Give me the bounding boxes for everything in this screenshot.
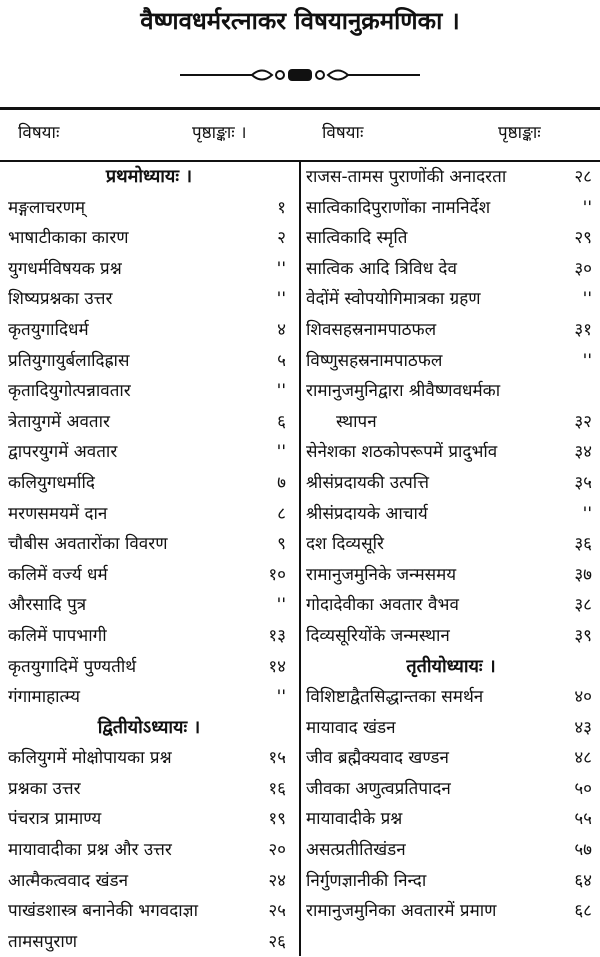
entry-page-number: १५ <box>268 748 286 769</box>
entry-subject: आत्मैकत्ववाद खंडन <box>8 870 129 891</box>
toc-entry <box>8 376 290 407</box>
entry-subject: पंचरात्र प्रामाण्य <box>8 809 102 830</box>
entry-subject: सात्विकादिपुराणोंका नामनिर्देश <box>306 197 491 218</box>
toc-entry <box>8 621 290 652</box>
toc-entry <box>306 162 596 193</box>
chapter-title: द्वितीयोऽध्यायः । <box>97 716 201 738</box>
entry-page-number: ४८ <box>574 748 592 769</box>
entry-subject: मायावादीके प्रश्न <box>306 809 403 830</box>
chapter-title: तृतीयोध्यायः । <box>406 655 496 677</box>
entry-page-number: ४ <box>277 319 286 340</box>
entry-page-number: १० <box>268 564 286 585</box>
entry-subject: तामसपुराण <box>8 931 78 952</box>
left-contents-column <box>8 162 290 957</box>
entry-subject: पाखंडशास्त्र बनानेकी भगवदाज्ञा <box>8 901 198 922</box>
entry-subject: गंगामाहात्म्य <box>8 687 81 708</box>
entry-subject: दश दिव्यसूरि <box>306 534 384 555</box>
toc-entry <box>306 468 596 499</box>
entry-page-number: ४३ <box>574 717 592 738</box>
entry-page-number: ३७ <box>574 564 592 585</box>
entry-page-number: ६४ <box>574 870 592 891</box>
entry-subject: मायावादीका प्रश्न और उत्तर <box>8 840 172 861</box>
ornament-divider <box>180 60 420 90</box>
toc-entry <box>306 407 596 438</box>
toc-entry <box>8 529 290 560</box>
column-divider <box>299 162 301 956</box>
toc-entry <box>306 835 596 866</box>
left-page-header: पृष्ठाङ्काः । <box>192 123 247 143</box>
toc-entry <box>306 315 596 346</box>
entry-page-number: २ <box>277 228 286 249</box>
entry-page-number: ५ <box>277 350 286 371</box>
toc-entry <box>8 254 290 285</box>
toc-entry <box>8 774 290 805</box>
entry-page-number: १६ <box>268 778 286 799</box>
toc-entry <box>8 499 290 530</box>
entry-subject: कृतयुगादिधर्म <box>8 319 89 340</box>
entry-subject: सात्विकादि स्मृति <box>306 228 408 249</box>
entry-page-number: '' <box>582 197 592 218</box>
entry-subject: शिवसहस्रनामपाठफल <box>306 319 437 340</box>
entry-subject: औरसादि पुत्र <box>8 595 87 616</box>
toc-entry <box>306 223 596 254</box>
entry-page-number: २४ <box>268 870 286 891</box>
entry-page-number: ३५ <box>574 472 592 493</box>
toc-entry <box>8 652 290 683</box>
entry-subject: जीव ब्रह्मैक्यवाद खण्डन <box>306 748 449 769</box>
toc-entry <box>8 284 290 315</box>
entry-subject: विशिष्टाद्वैतसिद्धान्तका समर्थन <box>306 687 484 708</box>
entry-page-number: २५ <box>268 901 286 922</box>
entry-subject: मङ्गलाचरणम् <box>8 197 86 218</box>
entry-page-number: ३६ <box>574 534 592 555</box>
toc-entry <box>306 346 596 377</box>
entry-subject: रामानुजमुनिके जन्मसमय <box>306 564 457 585</box>
entry-subject: कृतयुगादिमें पुण्यतीर्थ <box>8 656 137 677</box>
chapter-heading <box>8 713 290 744</box>
toc-entry <box>8 315 290 346</box>
entry-page-number: ८ <box>277 503 286 524</box>
toc-entry <box>8 437 290 468</box>
entry-page-number: ५७ <box>574 840 592 861</box>
toc-entry <box>306 682 596 713</box>
toc-entry <box>306 866 596 897</box>
entry-page-number: '' <box>276 289 286 310</box>
right-subject-header: विषयाः <box>322 123 364 143</box>
left-subject-header: विषयाः <box>18 123 60 143</box>
entry-page-number: १४ <box>268 656 286 677</box>
toc-entry <box>306 743 596 774</box>
toc-entry <box>306 529 596 560</box>
entry-subject: निर्गुणज्ञानीकी निन्दा <box>306 870 427 891</box>
entry-page-number: ५० <box>574 778 592 799</box>
entry-subject: कलिमें पापभागी <box>8 625 107 646</box>
entry-subject: कलियुगधर्मादि <box>8 472 95 493</box>
entry-page-number: '' <box>582 503 592 524</box>
entry-page-number: '' <box>276 595 286 616</box>
entry-page-number: '' <box>276 258 286 279</box>
entry-page-number: ४० <box>574 687 592 708</box>
toc-entry <box>8 927 290 957</box>
chapter-heading <box>306 652 596 683</box>
entry-subject: चौबीस अवतारोंका विवरण <box>8 534 168 555</box>
toc-entry <box>8 590 290 621</box>
entry-subject: दिव्यसूरियोंके जन्मस्थान <box>306 625 450 646</box>
chapter-heading <box>8 162 290 193</box>
entry-page-number: १ <box>277 197 286 218</box>
entry-subject: रामानुजमुनिद्वारा श्रीवैष्णवधर्मका <box>306 381 501 402</box>
entry-page-number: '' <box>276 442 286 463</box>
top-rule <box>0 107 600 110</box>
entry-subject: कलियुगमें मोक्षोपायका प्रश्न <box>8 748 172 769</box>
toc-entry <box>306 774 596 805</box>
toc-entry <box>8 896 290 927</box>
entry-subject: विष्णुसहस्रनामपाठफल <box>306 350 443 371</box>
entry-page-number: १९ <box>268 809 286 830</box>
entry-subject: वेदोंमें स्वोपयोगिमात्रका ग्रहण <box>306 289 481 310</box>
toc-entry <box>8 193 290 224</box>
toc-entry <box>8 682 290 713</box>
entry-subject: जीवका अणुत्वप्रतिपादन <box>306 778 451 799</box>
toc-entry <box>8 866 290 897</box>
entry-page-number: '' <box>582 289 592 310</box>
toc-entry <box>306 713 596 744</box>
toc-entry <box>306 560 596 591</box>
toc-entry <box>8 804 290 835</box>
entry-subject: गोदादेवीका अवतार वैभव <box>306 595 459 616</box>
entry-page-number: ६८ <box>574 901 592 922</box>
entry-subject: सात्विक आदि त्रिविध देव <box>306 258 457 279</box>
entry-page-number: '' <box>582 350 592 371</box>
entry-page-number: २८ <box>574 167 592 187</box>
toc-entry <box>306 254 596 285</box>
entry-page-number: ३० <box>574 258 592 279</box>
entry-subject: युगधर्मविषयक प्रश्न <box>8 258 122 279</box>
toc-entry <box>8 407 290 438</box>
entry-page-number: ५५ <box>574 809 592 830</box>
entry-page-number: '' <box>276 381 286 402</box>
toc-entry <box>306 376 596 407</box>
toc-entry <box>306 896 596 927</box>
entry-subject: शिष्यप्रश्नका उत्तर <box>8 289 113 310</box>
toc-entry <box>8 223 290 254</box>
entry-page-number: २० <box>268 840 286 861</box>
entry-subject: द्वापरयुगमें अवतार <box>8 442 118 463</box>
page-title: वैष्णवधर्मरत्नाकर विषयानुक्रमणिका । <box>140 7 460 35</box>
entry-subject: त्रेतायुगमें अवतार <box>8 411 110 432</box>
entry-subject: कृतादियुगोत्पन्नावतार <box>8 381 131 402</box>
chapter-title: प्रथमोध्यायः । <box>105 166 193 187</box>
toc-entry <box>306 499 596 530</box>
toc-entry <box>8 560 290 591</box>
entry-page-number: २९ <box>574 228 592 249</box>
toc-entry <box>8 346 290 377</box>
entry-subject: सेनेशका शठकोपरूपमें प्रादुर्भाव <box>306 442 498 463</box>
entry-page-number: ३८ <box>574 595 592 616</box>
toc-entry <box>306 590 596 621</box>
entry-page-number: १३ <box>268 625 286 646</box>
entry-page-number: २६ <box>268 931 286 952</box>
entry-subject: स्थापन <box>336 411 377 432</box>
entry-subject: प्रश्नका उत्तर <box>8 778 81 799</box>
entry-page-number: ३२ <box>574 411 592 432</box>
entry-subject: कलिमें वर्ज्य धर्म <box>8 564 108 585</box>
entry-page-number: ३४ <box>574 442 592 463</box>
toc-entry <box>306 804 596 835</box>
toc-entry <box>306 193 596 224</box>
entry-subject: मरणसमयमें दान <box>8 503 108 524</box>
entry-page-number: ३१ <box>574 319 592 340</box>
entry-subject: श्रीसंप्रदायके आचार्य <box>306 503 428 524</box>
entry-page-number: ७ <box>277 472 286 493</box>
toc-entry <box>8 835 290 866</box>
entry-page-number: '' <box>276 687 286 708</box>
toc-entry <box>306 437 596 468</box>
entry-subject: रामानुजमुनिका अवतारमें प्रमाण <box>306 901 497 922</box>
entry-subject: श्रीसंप्रदायकी उत्पत्ति <box>306 472 429 493</box>
entry-subject: असत्प्रतीतिखंडन <box>306 840 406 861</box>
entry-subject: भाषाटीकाका कारण <box>8 228 129 249</box>
entry-page-number: ६ <box>277 411 286 432</box>
entry-subject: प्रतियुगायुर्बलादिह्रास <box>8 350 130 371</box>
right-contents-column <box>306 162 596 927</box>
toc-entry <box>8 468 290 499</box>
right-page-header: पृष्ठाङ्काः <box>498 123 541 143</box>
toc-entry <box>306 621 596 652</box>
toc-entry <box>306 284 596 315</box>
toc-entry <box>8 743 290 774</box>
entry-page-number: ३९ <box>574 625 592 646</box>
entry-page-number: ९ <box>277 534 286 555</box>
entry-subject: राजस-तामस पुराणोंकी अनादरता <box>306 167 507 187</box>
entry-subject: मायावाद खंडन <box>306 717 396 738</box>
